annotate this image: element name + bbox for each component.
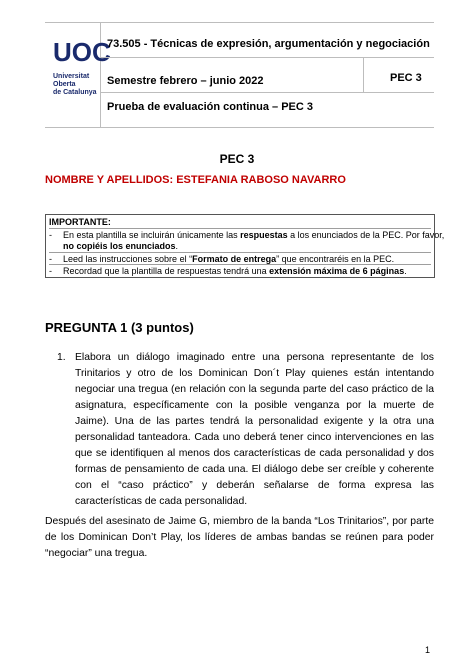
- important-item: no copiéis los enunciados.: [63, 241, 179, 251]
- semester-text: Semestre febrero – junio 2022: [107, 75, 264, 87]
- logo-caption: Universitat Oberta de Catalunya: [53, 73, 97, 96]
- question-heading: PREGUNTA 1 (3 puntos): [45, 320, 194, 335]
- student-name: NOMBRE Y APELLIDOS: ESTEFANIA RABOSO NAVARRO: [45, 174, 346, 186]
- important-item: - Leed las instrucciones sobre el “Formato de entrega” que encontraréis en la PEC.: [49, 252, 431, 265]
- important-item: - Recordad que la plantilla de respuestas tendrá una extensión máxima de 6 páginas.: [49, 264, 431, 277]
- course-title: 73.505 - Técnicas de expresión, argumentación y negociación: [107, 38, 430, 50]
- answer-intro: Después del asesinato de Jaime G, miembro de la banda “Los Trinitarios”, por parte de los Dominican Don’t Play, los líderes de ambas bandas se reúnen para poder “negociar” una tregua.: [45, 516, 434, 559]
- important-item: - En esta plantilla se incluirán únicamente las respuestas a los enunciados de la PEC. Por favor,: [49, 230, 445, 240]
- question-text: Elabora un diálogo imaginado entre una persona representante de los Trinitarios y otro de los Dominican Don´t Play quienes están intentando negociar una tregua (en relación con la segunda parte del caso práctico de la asignatura, específicamente con la posible venganza por la muerte de Jaime). Una de las partes tendrá la personalidad exigente y la otra una personalidad tanteadora. Cada uno deberá tener cinco intervenciones en las que se identifiquen al menos dos características de cada personalidad y dos formas de pensamiento de cada una. El diálogo debe ser creíble y coherente con el “caso práctico” y deberán señalarse de forma expresa las características de cada personalidad.: [75, 352, 434, 507]
- course-row: [101, 29, 434, 58]
- question-number: 1.: [57, 352, 66, 363]
- important-box: [45, 214, 445, 278]
- semester-row: [101, 58, 364, 93]
- pec-code: PEC 3: [390, 72, 422, 84]
- page-title: PEC 3: [219, 152, 255, 166]
- logo-cell: [45, 23, 111, 127]
- uoc-logo-mark: UOC: [53, 37, 111, 67]
- page-number: 1: [425, 645, 431, 655]
- header-table: [45, 22, 434, 128]
- uoc-logo-icon: [53, 31, 111, 69]
- important-heading: IMPORTANTE:: [49, 217, 111, 227]
- evaluation-text: Prueba de evaluación continua – PEC 3: [107, 101, 314, 113]
- pec-code-cell: [364, 58, 434, 93]
- evaluation-row: [101, 93, 434, 126]
